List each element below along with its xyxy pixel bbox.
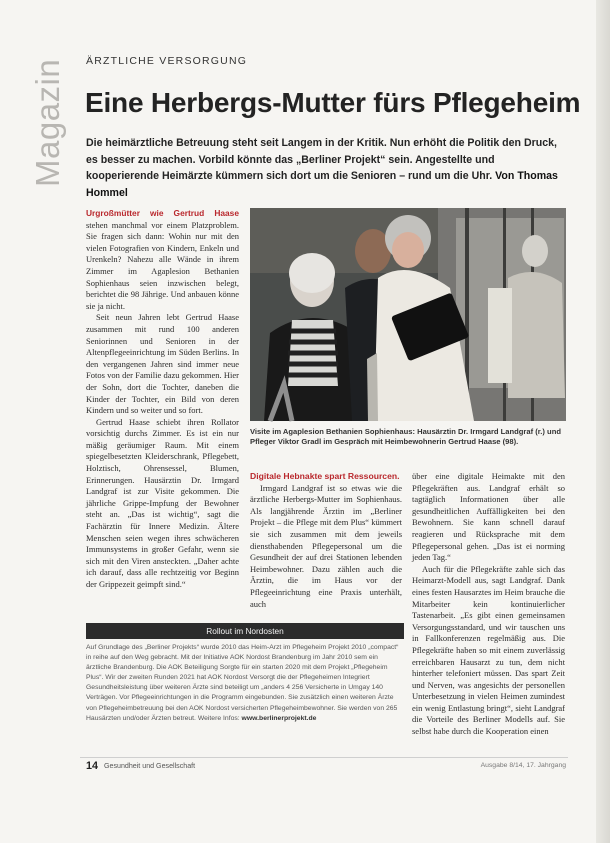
lead-text: Die heimärztliche Betreuung steht seit Langem in der Kritik. Nun erhöht die Politik den Druck, es besser zu machen. Vorbild könnte das „Berliner Projekt“ sein. Angestellte und kooperierende Heimärzte kümmern sich dort um die Senioren – rund um die Uhr. [86,137,557,182]
photo-illustration [250,208,566,421]
page-number: 14 [86,760,99,772]
article-column-3 [412,471,565,747]
paragraph: Irmgard Landgraf ist so etwas wie die ärztliche Herbergs-Mutter im Sophienhaus. Als langjährende Ärztin im „Berliner Projekt – die Pflege mit dem Plus“ kümmert sie sich zusammen mit dem jeweils diensthabenden Pflegepersonal um die Gesundheit der auf drei Stationen lebenden Heimbewohner. Dazu zählen auch die Ärztin, die im Haus vor der Pflegeeinrichtung eine Praxis unterhält, auch [250,482,402,609]
article-column-1 [86,208,239,600]
issue-info: Ausgabe 8/14, 17. Jahrgang [480,762,566,769]
subheading: Digitale Hebnakte spart Ressourcen. [250,471,400,481]
paragraph: Gertrud Haase schiebt ihren Rollator vorsichtig durchs Zimmer. Es ist ein nur mäßig geräumiger Raum. Mit einem spiegelbesetzten Kleiderschrank, Pflegebett, Holztisch, Ohrensessel, Blumen, Erinnerungen. Hausärztin Dr. Irmgard Landgraf ist zur Visite gekommen. Die jährliche Grippe-Impfung der Bewohner steht an. „Das ist wichtig“, sagt die Fachärztin für Innere Medizin. Ältere Menschen seien wegen ihres schwächeren Immunsystems in großer Gefahr, wenn sie sich mit den Viren ansteckten. „Daher achte ich darauf, dass alle rechtzeitig vor Beginn der Grippezeit geimpft sind.“ [86,416,239,589]
paragraph-text: stehen manchmal vor einem Platzproblem. Sie fragen sich dann: Wohin nur mit den vielen Fotografien von Kindern, Enkeln und Urenkeln? Nahezu alle Wände in ihrem Zimmer im Agaplesion Bethanien Sophienhaus seien inzwischen belegt, berichtet die 98 Jährige. Und anbauen könne sie ja nicht. [86,219,239,311]
section-rotated-label: Magazin [29,58,66,187]
paragraph: Auch für die Pflegekräfte zahle sich das Heimarzt-Modell aus, sagt Landgraf. Dank eines festen Hausarztes im Heim brauche die Mitarbeiter kein kontinuierlicher Tastenarbeit. „Es gibt einen gemeinsamen Versorgungsstandard, und wir tauschen uns in Fallkonferenzen regelmäßig aus. Die Pflegekräfte haben so mit einem zuverlässig erreichbaren Hausarzt zu tun, dem nicht hinterher telefoniert müssen. Das spart Zeit und Nerven, was angesichts der personellen Unterbesetzung in vielen Heimen zumindest ein wenig Entlastung bringt“, sieht Landgraf die Vorteile des Berliner Modells auf. Sie selbst habe durch die Kooperation einen [412,563,565,737]
infobox-text: Auf Grundlage des „Berliner Projekts“ wurde 2010 das Heim-Arzt im Pflegeheim Projekt 2010 „compact“ in reihe auf den Weg gebracht. Mit der Initiative AOK Nordost Brandenburg im Jahr 2010 sem ein ärztliche Brandenburg. Die AOK Beteiligung Sorgte für ein starten 2020 mit dem Projekt „Pflegeheim Plus“. Wir der zweiten Runden 2021 hat AOK Nordost Versorgt die der Pflegeheimen Integriert Gesundheitsleistung über weiteren Ärzte sind beteiligt um „anders 4 256 Versicherte in Umgay 140 Verträgen. Vor Pflegeeinrichtungen in die Programm eingebunden. Sie zusätzlich einen weiteren Ärzte von Pflegeheimbetreuung bei den AOK Nordost versicherten Pflegeheimbewohner. Sie werden von 265 Hausärzten und/oder Ärzten betreut. Weitere Infos: [86,644,399,722]
page-edge [596,0,610,843]
article-column-2 [250,471,402,609]
article-photo [250,208,566,421]
section-kicker: ÄRZTLICHE VERSORGUNG [86,55,248,67]
article-headline: Eine Herbergs-Mutter fürs Pflegeheim [85,87,581,118]
infobox [86,643,404,737]
paragraph: Seit neun Jahren lebt Gertrud Haase zusammen mit rund 100 anderen Seniorinnen und Senioren in der Altenpflegeeinrichtung im Süden Berlins. In den vergangenen Jahren sind immer neue Fotos von der Familie dazu gekommen. Hier der Sohn, dort die Tochter, daneben die Kinder der Tochter, ein Bild von deren Kindern und so weiter und so fort. [86,312,239,416]
photo-caption: Visite im Agaplesion Bethanien Sophienhaus: Hausärztin Dr. Irmgard Landgraf (r.) und Pfleger Viktor Gradl im Gespräch mit Heimbewohnerin Gertrud Haase (98). [250,427,561,447]
infobox-title: Rollout im Nordosten [86,623,404,639]
article-lead [86,135,561,201]
publication-name: Gesundheit und Gesellschaft [104,762,196,770]
lead-in: Urgroßmütter wie Gertrud Haase [86,208,239,218]
paragraph: über eine digitale Heimakte mit den Pflegekräften aus. Landgraf erhält so tagtäglich Informationen über alle gesundheitlichen Auffälligkeiten bei den Bewohnern. Sie kann schnell darauf reagieren und Rücksprache mit dem Pflegepersonal gehen. „Das ist ei norming jeden Tag.“ [412,471,565,563]
infobox-link[interactable]: www.berlinerprojekt.de [241,714,317,722]
paragraph [86,208,239,312]
author-byline: Von Thomas Hommel [86,170,558,199]
